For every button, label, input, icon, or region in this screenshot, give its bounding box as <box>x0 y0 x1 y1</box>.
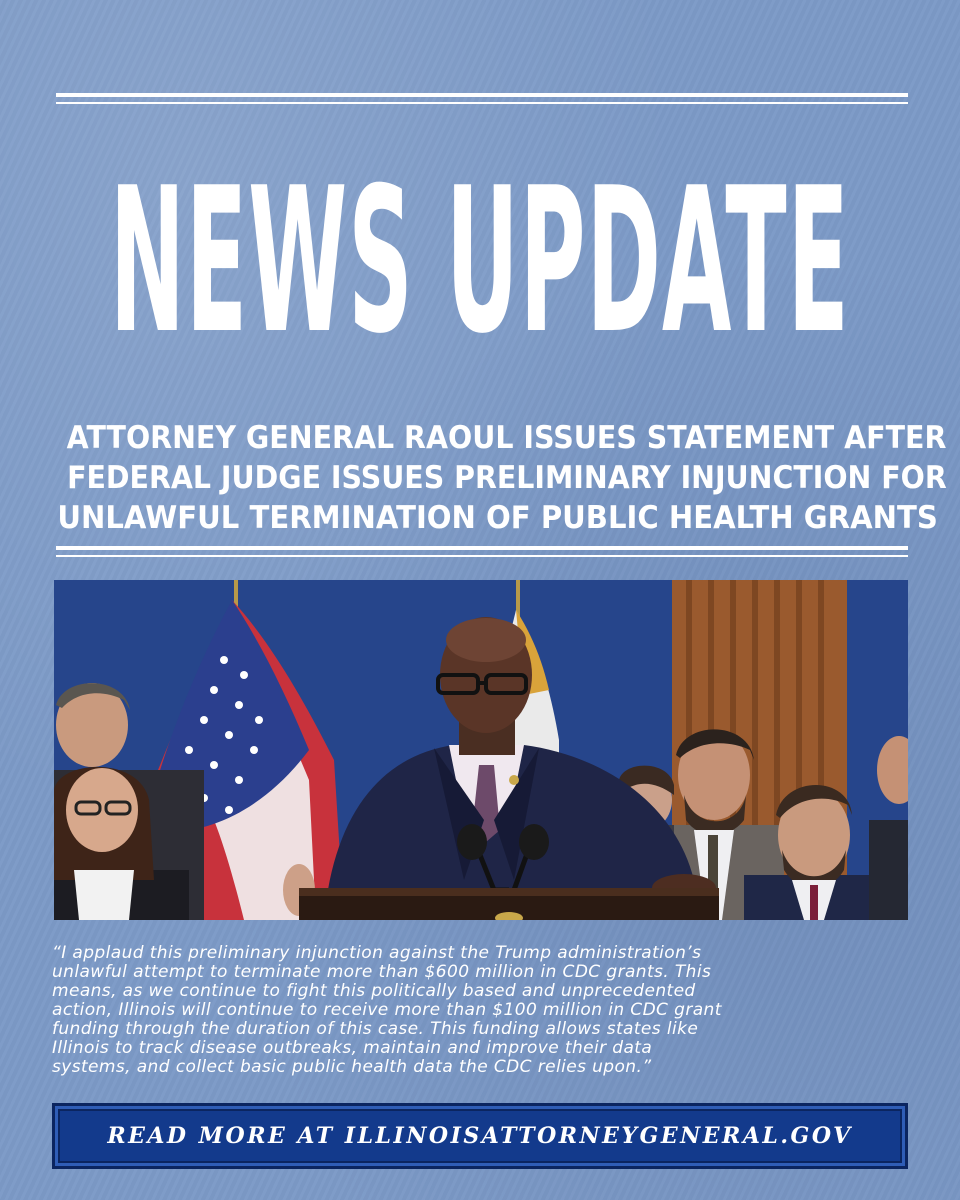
quote-line: action, Illinois will continue to receive more than $100 million in CDC grant <box>52 1000 722 1020</box>
press-conference-photo <box>54 580 908 920</box>
statement-title-line: ATTORNEY GENERAL RAOUL ISSUES STATEMENT AFTER <box>66 420 947 456</box>
quote-line: funding through the duration of this case. This funding allows states like <box>52 1019 699 1039</box>
quote-line: “I applaud this preliminary injunction against the Trump administration’s <box>52 943 702 963</box>
statement-title-line: FEDERAL JUDGE ISSUES PRELIMINARY INJUNCTION FOR <box>67 460 947 496</box>
quote-line: systems, and collect basic public health data the CDC relies upon.” <box>52 1057 652 1077</box>
statement-title-line: UNLAWFUL TERMINATION OF PUBLIC HEALTH GRANTS <box>57 500 938 536</box>
news-update-headline <box>0 112 960 412</box>
read-more-link-text[interactable]: READ MORE AT ILLINOISATTORNEYGENERAL.GOV <box>107 1123 853 1149</box>
raoul-quote <box>52 944 908 1077</box>
read-more-banner[interactable] <box>52 1103 908 1169</box>
top-divider <box>56 93 908 104</box>
headline-text: NEWS UPDATE <box>109 145 850 378</box>
statement-title <box>30 418 947 538</box>
middle-divider <box>56 546 908 557</box>
quote-line: means, as we continue to fight this politically based and unprecedented <box>52 981 696 1001</box>
quote-line: Illinois to track disease outbreaks, maintain and improve their data <box>52 1038 653 1058</box>
quote-line: unlawful attempt to terminate more than $600 million in CDC grants. This <box>52 962 712 982</box>
